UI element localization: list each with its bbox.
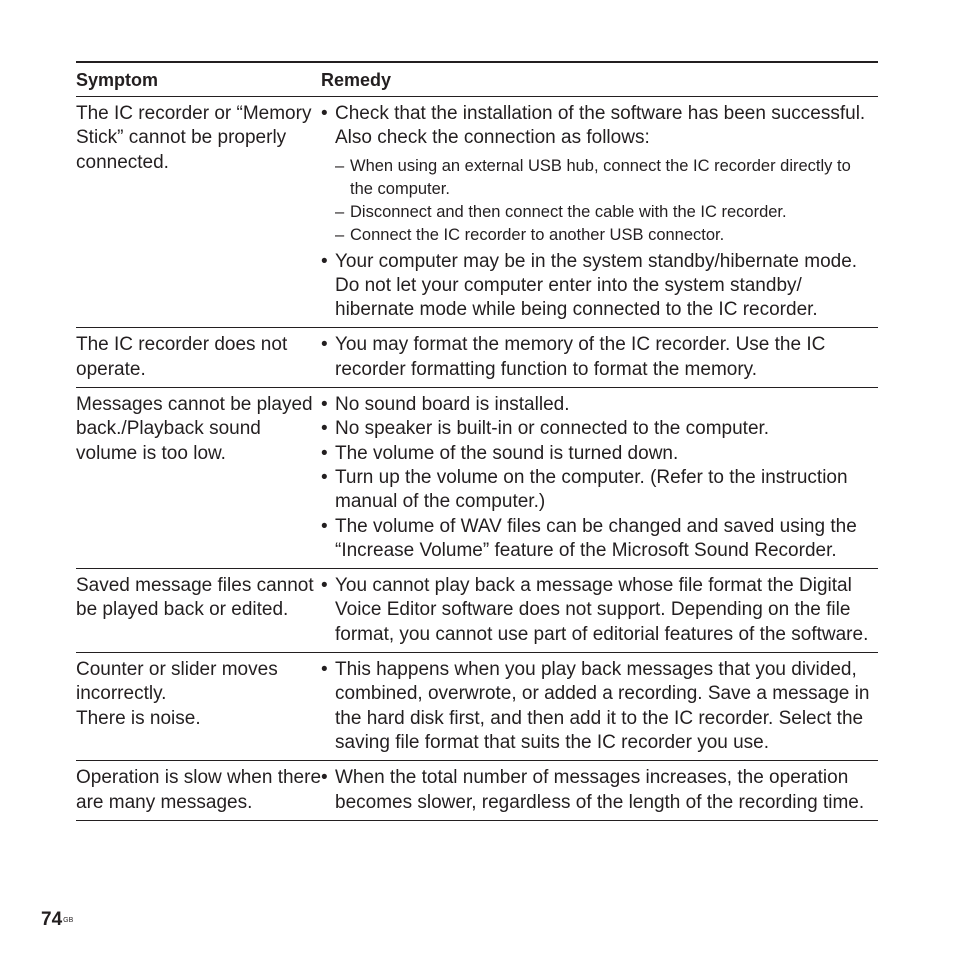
remedy-cell [321, 393, 878, 563]
remedy-text: You may format the memory of the IC recorder. Use the IC recorder formatting function to format the memory. [335, 334, 826, 380]
symptom-text: The IC recorder or “Memory Stick” cannot be properly connected. [76, 103, 312, 173]
remedy-subitem [335, 224, 878, 247]
remedy-bullet [321, 333, 878, 382]
remedy-text: The volume of WAV files can be changed and saved using the “Increase Volume” feature of the Microsoft Sound Recorder. [335, 515, 857, 561]
symptom-text: Counter or slider moves incorrectly. [76, 659, 278, 705]
table-header [76, 63, 878, 97]
remedy-text: Your computer may be in the system standby/hibernate mode. Do not let your computer enter into the system standby/ hibernate mode while being connected to the IC recorder. [335, 250, 858, 321]
symptom-cell [76, 102, 321, 322]
bullet-icon: • [321, 466, 328, 488]
remedy-cell [321, 658, 878, 755]
remedy-text: This happens when you play back messages that you divided, combined, overwrote, or added a recording. Save a message in the hard disk first, and then add it to the IC recorder. Select the saving file format that suits the IC recorder you use. [335, 659, 870, 753]
remedy-text: Check that the installation of the software has been successful. Also check the connection as follows: [335, 103, 866, 149]
remedy-sublist [335, 155, 878, 247]
remedy-text: The volume of the sound is turned down. [335, 442, 679, 464]
remedy-item [321, 417, 878, 441]
remedy-bullet [321, 515, 878, 564]
remedy-subitem-text: Connect the IC recorder to another USB connector. [350, 225, 725, 244]
symptom-text: Operation is slow when there are many messages. [76, 767, 322, 813]
remedy-bullet [321, 766, 878, 815]
remedy-item [321, 442, 878, 466]
remedy-item [321, 574, 878, 647]
dash-icon: – [335, 156, 345, 175]
remedy-bullet [321, 466, 878, 515]
remedy-subitem-text: When using an external USB hub, connect the IC recorder directly to the computer. [350, 156, 851, 198]
remedy-bullet [321, 250, 878, 323]
header-symptom: Symptom [76, 70, 159, 90]
remedy-bullet [321, 442, 878, 466]
table-row [76, 388, 878, 569]
remedy-bullet [321, 102, 878, 151]
troubleshooting-table [76, 61, 878, 821]
symptom-cell [76, 333, 321, 382]
remedy-text: You cannot play back a message whose file format the Digital Voice Editor software does not support. Depending on the file format, you cannot use part of editorial features of the software. [335, 575, 869, 645]
table-row [76, 761, 878, 821]
symptom-text: The IC recorder does not operate. [76, 334, 288, 380]
remedy-subitem [335, 201, 878, 224]
remedy-item [321, 333, 878, 382]
bullet-icon: • [321, 659, 328, 681]
remedy-cell [321, 766, 878, 815]
table-row [76, 653, 878, 761]
symptom-text: Messages cannot be played back./Playback sound volume is too low. [76, 394, 313, 464]
bullet-icon: • [321, 418, 328, 440]
remedy-bullet [321, 417, 878, 441]
bullet-icon: • [321, 103, 328, 124]
dash-icon: – [335, 202, 345, 221]
bullet-icon: • [321, 767, 328, 789]
page-number-value: 74 [41, 909, 63, 930]
symptom-cell [76, 766, 321, 815]
symptom-text: Saved message files cannot be played back or edited. [76, 575, 314, 621]
remedy-bullet [321, 574, 878, 647]
bullet-icon: • [321, 334, 328, 356]
table-row [76, 328, 878, 388]
remedy-text: No speaker is built-in or connected to the computer. [335, 418, 770, 440]
table-body [76, 97, 878, 821]
remedy-bullet [321, 393, 878, 417]
table-row [76, 97, 878, 328]
remedy-text: Turn up the volume on the computer. (Refer to the instruction manual of the computer.) [335, 466, 848, 513]
bullet-icon: • [321, 442, 328, 464]
remedy-item [321, 658, 878, 755]
remedy-item [321, 250, 878, 323]
remedy-text: No sound board is installed. [335, 394, 570, 416]
remedy-item [321, 393, 878, 417]
bullet-icon: • [321, 575, 328, 597]
header-remedy: Remedy [321, 70, 392, 90]
table-row [76, 569, 878, 653]
remedy-item [321, 466, 878, 515]
remedy-subitem [335, 155, 878, 201]
remedy-text: When the total number of messages increases, the operation becomes slower, regardless of the length of the recording time. [335, 767, 865, 813]
symptom-cell [76, 393, 321, 563]
remedy-bullet [321, 658, 878, 755]
remedy-item [321, 102, 878, 247]
remedy-item [321, 766, 878, 815]
page-number [41, 908, 73, 932]
remedy-cell [321, 333, 878, 382]
page-number-suffix: GB [63, 917, 74, 924]
bullet-icon: • [321, 250, 328, 272]
remedy-cell [321, 574, 878, 647]
remedy-subitem-text: Disconnect and then connect the cable with the IC recorder. [350, 202, 787, 221]
remedy-item [321, 515, 878, 564]
remedy-cell [321, 102, 878, 322]
bullet-icon: • [321, 515, 328, 537]
symptom-text: There is noise. [76, 707, 201, 729]
bullet-icon: • [321, 394, 328, 416]
symptom-cell [76, 658, 321, 755]
dash-icon: – [335, 225, 345, 244]
symptom-cell [76, 574, 321, 647]
